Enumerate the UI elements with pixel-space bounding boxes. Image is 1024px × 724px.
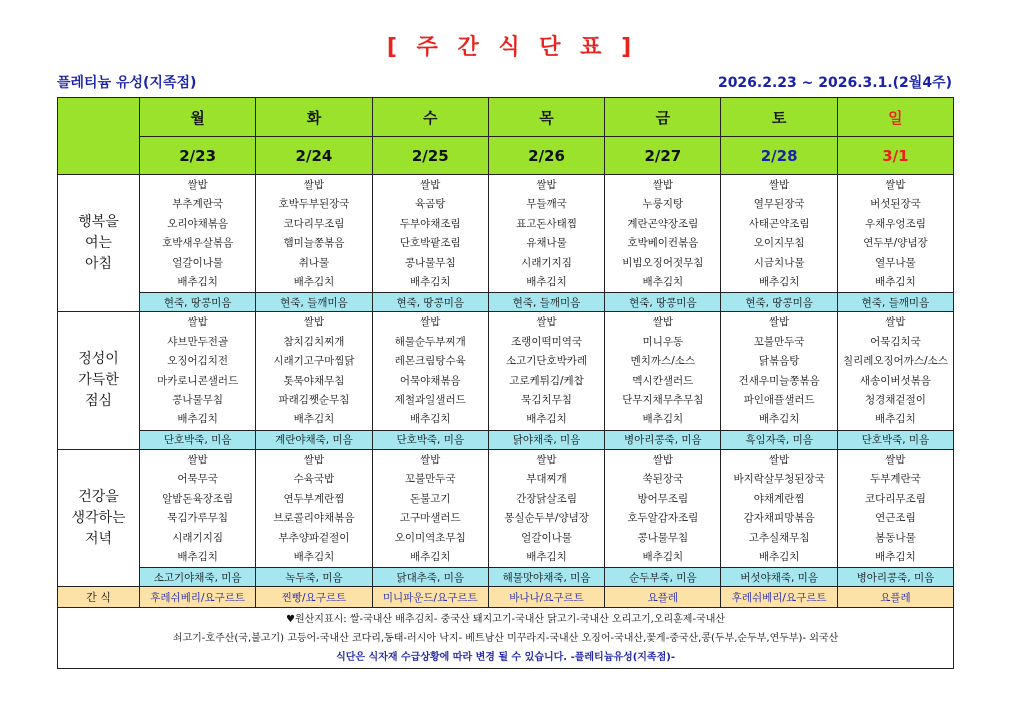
menu-item: 쌀밥: [536, 316, 557, 329]
meal-label-line: 건강을: [78, 488, 119, 505]
menu-item: 쌀밥: [885, 179, 906, 191]
menu-item: 닭볶음탕: [758, 355, 800, 368]
menu-item: 배추김치: [177, 413, 218, 426]
menu-item: 시금치나물: [753, 256, 805, 269]
menu-item: 배추김치: [642, 276, 684, 289]
menu-item: 오리야채볶음: [167, 217, 229, 230]
menu-item: 배추김치: [177, 550, 218, 563]
header-corner: [58, 98, 140, 175]
menu-item: 고로케튀김/케찹: [509, 374, 584, 387]
menu-cell: [837, 312, 953, 430]
menu-item: 어묵김치국: [870, 335, 921, 348]
porridge-cell: 흑임자죽, 미음: [721, 430, 837, 449]
menu-item: 미니우동: [642, 335, 684, 348]
menu-item: 두부야채조림: [399, 217, 461, 230]
menu-item: 부추양파겉절이: [278, 531, 350, 544]
menu-cell: [140, 312, 256, 430]
menu-item: 배추김치: [409, 276, 451, 289]
menu-item: 고구마샐러드: [399, 512, 461, 525]
menu-item: 쌀밥: [652, 179, 673, 191]
meal-row: [58, 449, 954, 567]
menu-cell: [488, 175, 604, 293]
date-header: 2/26: [488, 137, 604, 175]
menu-item: 몽실순두부/양념장: [504, 512, 589, 525]
menu-cell: [721, 175, 837, 293]
porridge-cell: 현죽, 들깨미음: [256, 293, 372, 312]
change-notice: 식단은 식자재 수급상황에 따라 변경 될 수 있습니다. -플레티늄유성(지족점)-: [336, 651, 675, 663]
porridge-cell: 현죽, 땅콩미음: [140, 293, 256, 312]
menu-item: 파인애플샐러드: [743, 394, 815, 407]
menu-cell: [256, 449, 372, 567]
day-header: 월: [140, 98, 256, 137]
porridge-row: [58, 293, 954, 312]
menu-item: 톳묵야채무침: [283, 374, 345, 387]
menu-cell: [721, 449, 837, 567]
date-header: 2/23: [140, 137, 256, 175]
menu-item: 쌀밥: [536, 453, 557, 466]
menu-item: 시래기지짐: [521, 256, 572, 269]
menu-item: 배추김치: [526, 413, 567, 426]
menu-item: 알밤돈육장조림: [162, 492, 234, 505]
meal-label-line: 아침: [84, 255, 113, 272]
menu-item: 쌀밥: [420, 453, 441, 466]
menu-item: 오이지무침: [753, 237, 805, 250]
menu-item: 호두알감자조림: [627, 512, 699, 525]
menu-cell: [721, 312, 837, 430]
menu-item: 쌀밥: [652, 453, 673, 466]
menu-item: 호박베이컨볶음: [627, 237, 699, 250]
date-header: 3/1: [837, 137, 953, 175]
porridge-cell: 현죽, 땅콩미음: [721, 293, 837, 312]
menu-item: 마카로니콘샐러드: [157, 374, 239, 387]
menu-item: 고추실채무침: [748, 531, 810, 544]
porridge-cell: 단호박죽, 미음: [372, 430, 488, 449]
meal-label-line: 가득한: [78, 372, 119, 389]
menu-item: 우채우엉조림: [865, 217, 926, 230]
menu-item: 감자채피망볶음: [743, 512, 815, 525]
menu-item: 쌀밥: [187, 179, 208, 191]
menu-item: 소고기단호박카레: [505, 355, 588, 368]
menu-item: 배추김치: [875, 413, 916, 426]
menu-item: 묵김치무침: [521, 394, 572, 407]
menu-item: 배추김치: [875, 550, 916, 563]
menu-item: 해물순두부찌개: [394, 335, 466, 348]
menu-item: 묵김가루무침: [167, 512, 229, 525]
menu-cell: [372, 175, 488, 293]
menu-item: 조랭이떡미역국: [511, 335, 583, 348]
menu-item: 배추김치: [293, 550, 335, 563]
menu-item: 어묵무국: [177, 473, 218, 486]
menu-cell: [488, 449, 604, 567]
menu-item: 코다리무조림: [283, 217, 345, 230]
menu-cell: [372, 449, 488, 567]
menu-item: 쌀밥: [303, 316, 325, 329]
porridge-cell: 현죽, 들깨미음: [837, 293, 953, 312]
menu-item: 간장닭살조림: [516, 492, 577, 505]
snack-label: 간 식: [58, 587, 140, 608]
meal-label-line: 생각하는: [71, 509, 126, 526]
menu-item: 콩나물무침: [172, 394, 223, 407]
menu-item: 시래기지짐: [172, 531, 223, 544]
menu-item: 봄동나물: [875, 531, 916, 544]
menu-item: 배추김치: [293, 276, 335, 289]
menu-period: 2026.2.23 ~ 2026.3.1.(2월4주): [717, 75, 952, 91]
menu-item: 연근조림: [875, 512, 916, 525]
menu-item: 야채계란찜: [753, 492, 805, 505]
menu-item: 열무나물: [875, 256, 916, 269]
menu-item: 쌀밥: [420, 316, 441, 329]
date-header: 2/25: [372, 137, 488, 175]
menu-item: 호박두부된장국: [278, 198, 350, 211]
menu-item: 배추김치: [642, 413, 684, 426]
menu-item: 새송이버섯볶음: [859, 374, 931, 387]
menu-item: 코다리무조림: [865, 492, 926, 505]
menu-item: 연두부/양념장: [863, 237, 928, 250]
menu-item: 돈불고기: [409, 492, 451, 505]
menu-cell: [256, 175, 372, 293]
menu-item: 배추김치: [293, 413, 335, 426]
page-title: [ 주 간 식 단 표 ]: [386, 35, 638, 60]
menu-item: 누룽지탕: [642, 198, 684, 211]
porridge-cell: 순두부죽, 미음: [605, 568, 721, 587]
menu-item: 꼬불만두국: [753, 335, 805, 348]
menu-item: 콩나물무침: [404, 256, 456, 269]
date-header: 2/27: [605, 137, 721, 175]
menu-cell: [605, 312, 721, 430]
menu-item: 청경채겉절이: [865, 394, 926, 407]
snack-cell: 찐빵/요구르트: [256, 587, 372, 608]
day-header: 금: [605, 98, 721, 137]
menu-item: 방어무조림: [637, 492, 689, 505]
menu-item: 두부계란국: [870, 473, 921, 486]
porridge-cell: 현죽, 땅콩미음: [372, 293, 488, 312]
meal-label-line: 여는: [84, 234, 113, 251]
porridge-cell: 현죽, 땅콩미음: [605, 293, 721, 312]
snack-cell: 후레쉬베리/요구르트: [721, 587, 837, 608]
menu-item: 파래김쨋순무침: [278, 394, 350, 407]
menu-item: 배추김치: [526, 276, 567, 289]
date-header-row: [58, 137, 954, 175]
menu-item: 호박새우살볶음: [162, 237, 234, 250]
menu-item: 단호박팥조림: [399, 237, 461, 250]
menu-item: 연두부계란찜: [283, 492, 345, 505]
menu-item: 바지락살무청된장국: [733, 473, 825, 486]
origin-notice-2: 쇠고기-호주산(국,불고기) 고등어-국내산 코다리,동태-러시아 낙지- 베트남산 미꾸라지-국내산 오징어-국내산,꽃게-중국산,콩(두부,순두부,연두부)- 외국산: [172, 632, 839, 644]
menu-item: 레몬크림탕수육: [394, 355, 466, 368]
origin-notice-1: ♥원산지표시: 쌀-국내산 배추김치- 중국산 돼지고기-국내산 닭고기-국내산 오리고기,오리훈제-국내산: [286, 613, 726, 625]
porridge-cell: 계란야채죽, 미음: [256, 430, 372, 449]
menu-item: 제철과일샐러드: [394, 394, 466, 407]
meal-row: [58, 312, 954, 430]
porridge-row: [58, 568, 954, 587]
menu-item: 배추김치: [875, 276, 916, 289]
menu-item: 콩나물무침: [637, 531, 689, 544]
porridge-cell: 현죽, 들깨미음: [488, 293, 604, 312]
menu-item: 버섯된장국: [870, 198, 921, 211]
meal-row: [58, 175, 954, 293]
menu-item: 꼬불만두국: [404, 473, 456, 486]
menu-item: 건새우미늘쫑볶음: [738, 374, 820, 387]
menu-item: 배추김치: [758, 276, 800, 289]
meal-label-line: 점심: [84, 393, 113, 410]
menu-item: 오징어김치전: [167, 355, 229, 368]
menu-item: 쌀밥: [768, 179, 790, 191]
meal-label-line: 행복을: [78, 213, 119, 230]
menu-item: 얼갈이나물: [521, 531, 572, 544]
menu-item: 배추김치: [526, 550, 567, 563]
menu-item: 부추계란국: [172, 198, 223, 211]
menu-item: 쌀밥: [885, 453, 906, 466]
menu-item: 육곰탕: [415, 198, 446, 211]
date-header: 2/24: [256, 137, 372, 175]
menu-cell: [837, 449, 953, 567]
menu-cell: [837, 175, 953, 293]
menu-item: 배추김치: [758, 413, 800, 426]
day-header: 일: [837, 98, 953, 137]
meal-label: [58, 175, 140, 312]
menu-item: 쌀밥: [303, 179, 325, 191]
porridge-cell: 버섯야채죽, 미음: [721, 568, 837, 587]
menu-item: 수육국밥: [293, 473, 335, 486]
snack-cell: 바나나/요구르트: [488, 587, 604, 608]
menu-item: 취나물: [298, 256, 330, 269]
porridge-cell: 병아리콩죽, 미음: [837, 568, 953, 587]
day-header-row: [58, 98, 954, 137]
menu-cell: [256, 312, 372, 430]
menu-item: 쌀밥: [768, 453, 790, 466]
menu-item: 멘치까스/소스: [630, 355, 696, 368]
menu-item: 배추김치: [177, 276, 218, 289]
menu-item: 칠리레오징어까스/소스: [842, 355, 948, 368]
menu-cell: [605, 449, 721, 567]
footer-row: [58, 608, 954, 669]
menu-item: 배추김치: [642, 550, 684, 563]
porridge-cell: 닭대추죽, 미음: [372, 568, 488, 587]
meal-label: [58, 449, 140, 586]
day-header: 수: [372, 98, 488, 137]
porridge-cell: 닭야채죽, 미음: [488, 430, 604, 449]
menu-item: 멕시칸샐러드: [632, 374, 694, 387]
menu-item: 얼갈이나물: [172, 256, 223, 269]
menu-item: 쌀밥: [652, 316, 673, 329]
menu-item: 배추김치: [409, 413, 451, 426]
date-header: 2/28: [721, 137, 837, 175]
snack-row: [58, 587, 954, 608]
menu-item: 쌀밥: [303, 453, 325, 466]
meal-label-line: 정성이: [78, 351, 119, 368]
day-header: 목: [488, 98, 604, 137]
menu-item: 오이미역초무침: [394, 531, 466, 544]
store-name: 플레티늄 유성(지족점): [57, 75, 197, 91]
menu-item: 부대찌개: [526, 473, 567, 486]
meal-label: [58, 312, 140, 449]
menu-cell: [140, 175, 256, 293]
snack-cell: 요플레: [605, 587, 721, 608]
menu-item: 표고돈사태찜: [516, 217, 577, 230]
menu-item: 햄미늘쫑볶음: [283, 237, 345, 250]
menu-item: 단무지채무추무침: [622, 394, 704, 407]
meal-label-line: 저녁: [84, 530, 113, 547]
porridge-cell: 단호박죽, 미음: [140, 430, 256, 449]
menu-item: 사태곤약조림: [748, 217, 810, 230]
snack-cell: 요플레: [837, 587, 953, 608]
porridge-cell: 해물맛야채죽, 미음: [488, 568, 604, 587]
menu-item: 열무된장국: [753, 198, 805, 211]
weekly-menu-table: [57, 97, 954, 669]
menu-cell: [605, 175, 721, 293]
menu-item: 쑥된장국: [642, 473, 684, 486]
day-header: 토: [721, 98, 837, 137]
menu-item: 배추김치: [758, 550, 800, 563]
porridge-cell: 녹두죽, 미음: [256, 568, 372, 587]
snack-cell: 미니파운드/요구르트: [372, 587, 488, 608]
menu-item: 쌀밥: [536, 179, 557, 191]
menu-item: 샤브만두전골: [167, 335, 229, 348]
snack-cell: 후레쉬베리/요구르트: [140, 587, 256, 608]
day-header: 화: [256, 98, 372, 137]
menu-item: 계란곤약장조림: [627, 217, 699, 230]
menu-item: 쌀밥: [187, 316, 208, 329]
menu-item: 쌀밥: [768, 316, 790, 329]
porridge-cell: 단호박죽, 미음: [837, 430, 953, 449]
menu-item: 시래기고구마찜닭: [273, 355, 355, 368]
menu-item: 배추김치: [409, 550, 451, 563]
menu-item: 비빔오징어젓무침: [622, 256, 704, 269]
menu-item: 쌀밥: [187, 453, 208, 466]
menu-item: 참치김치찌개: [283, 335, 345, 348]
porridge-cell: 병아리콩죽, 미음: [605, 430, 721, 449]
porridge-row: [58, 430, 954, 449]
menu-item: 쌀밥: [420, 179, 441, 191]
menu-cell: [140, 449, 256, 567]
menu-item: 브로콜리야채볶음: [273, 512, 355, 525]
footer-notes: [58, 608, 954, 669]
menu-item: 쌀밥: [885, 316, 906, 329]
menu-item: 무들깨국: [526, 198, 567, 211]
menu-cell: [372, 312, 488, 430]
menu-cell: [488, 312, 604, 430]
menu-item: 유채나물: [526, 237, 567, 250]
menu-item: 어묵야채볶음: [399, 374, 461, 387]
porridge-cell: 소고기야채죽, 미음: [140, 568, 256, 587]
